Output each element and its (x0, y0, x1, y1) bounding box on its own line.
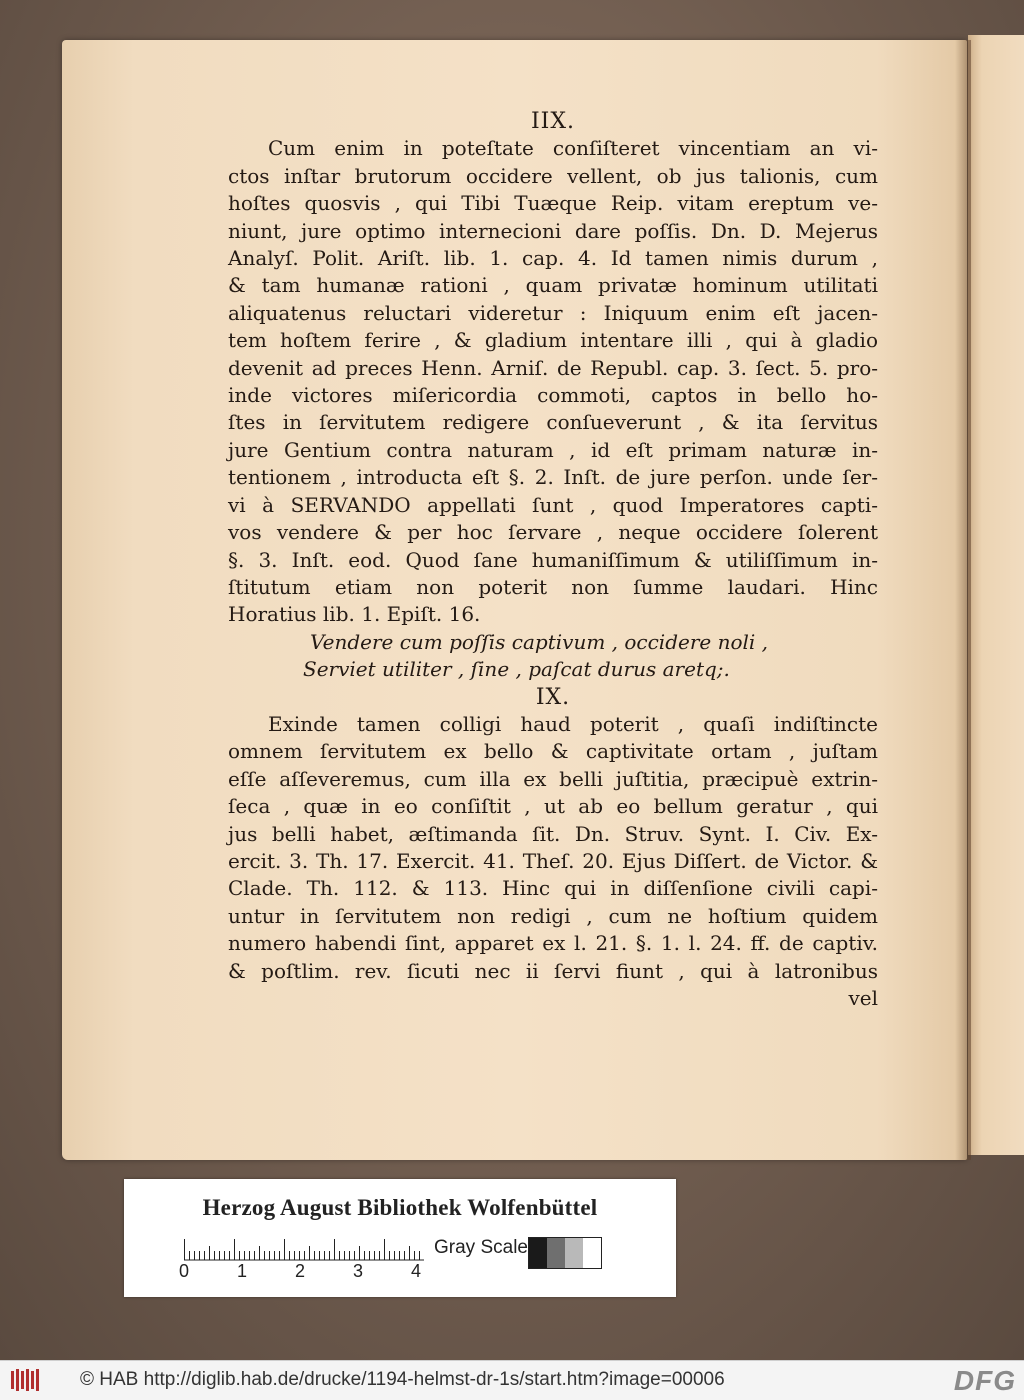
grayscale-swatch (528, 1237, 602, 1269)
text-line: vi à SERVANDO appellati ſunt , quod Imperatores capti- (228, 492, 878, 517)
text-line: jure Gentium contra naturam , id eſt primam naturæ in- (228, 437, 878, 462)
page-text (228, 108, 878, 1012)
text-line: eſſe aſſeveremus, cum illa ex belli juſtitia, præcipuè extrin- (228, 766, 878, 791)
text-line: vos vendere & per hoc ſervare , neque occidere ſolerent (228, 520, 878, 545)
text-line: Horatius lib. 1. Epiſt. 16. (228, 602, 481, 627)
ruler-labels (176, 1261, 436, 1287)
ruler-scale (184, 1239, 424, 1261)
ruler-label-4: 4 (410, 1261, 421, 1281)
library-name: Herzog August Bibliothek Wolfenbüttel (202, 1195, 598, 1220)
text-line: Analyſ. Polit. Ariſt. lib. 1. cap. 4. Id tamen nimis durum , (228, 246, 878, 271)
text-line: devenit ad preces Henn. Arniſ. de Republ. cap. 3. ſect. 5. pro- (228, 355, 878, 380)
ruler-label-1: 1 (236, 1261, 247, 1281)
text-line: IIX. (530, 109, 576, 134)
text-line: & poſtlim. rev. ſicuti nec ii ſervi fiunt , qui à latronibus (228, 958, 878, 983)
text-line: IX. (535, 684, 571, 710)
text-line: hoſtes quosvis , qui Tibi Tuæque Reip. vitam ereptum ve- (228, 191, 878, 216)
text-line: aliquatenus reluctari videretur : Iniquum enim eſt jacen- (228, 300, 878, 325)
text-line: untur in ſervitutem non redigi , cum ne hoſtium quidem (228, 903, 878, 928)
text-line: tem hoſtem ferire , & gladium intentare illi , qui à gladio (228, 328, 878, 353)
hab-logo-icon (10, 1368, 42, 1392)
text-line: inde victores miſericordia commoti, captos in bello ho- (228, 383, 878, 408)
ruler-label-3: 3 (352, 1261, 363, 1281)
color-calibration-bar (124, 1179, 676, 1297)
copyright-url[interactable]: © HAB http://diglib.hab.de/drucke/1194-helmst-dr-1s/start.htm?image=00006 (80, 1369, 725, 1390)
text-line: ſeca , quæ in eo conſiſtit , ut ab eo bellum geratur , qui (228, 794, 878, 819)
ruler-label-0: 0 (178, 1261, 189, 1281)
text-line: ſtitutum etiam non poterit non ſumme laudari. Hinc (228, 574, 878, 599)
text-line: Clade. Th. 112. & 113. Hinc qui in diſſenſione civili capi- (228, 876, 878, 901)
text-line: numero habendi ſint, apparet ex l. 21. §. 1. l. 24. ff. de captiv. (228, 931, 878, 956)
text-line: Serviet utiliter , ſine , paſcat durus aretq;. (303, 657, 730, 682)
text-line: & tam humanæ rationi , quam privatæ hominum utilitati (228, 273, 878, 298)
grayscale-label: Gray Scale (434, 1237, 528, 1258)
text-line: ctos inſtar brutorum occidere vellent, ob jus talionis, cum (228, 163, 878, 188)
text-line: niunt, jure optimo internecioni dare poſſis. Dn. D. Mejerus (228, 218, 878, 243)
text-line: tentionem , introducta eſt §. 2. Inſt. de jure perſon. unde ſer- (228, 465, 878, 490)
gray-swatch-3 (583, 1238, 601, 1268)
footer-bar (0, 1360, 1024, 1400)
text-line: ſtes in ſervitutem redigere conſueverunt , & ita ſervitus (228, 410, 878, 435)
ruler-label-2: 2 (294, 1261, 305, 1281)
gray-swatch-0 (529, 1238, 547, 1268)
page-gutter (955, 40, 971, 1160)
text-line: ercit. 3. Th. 17. Exercit. 41. Theſ. 20. Ejus Diſſert. de Victor. & (228, 848, 878, 873)
text-line: Cum enim in poteſtate conſiſteret vincentiam an vi- (268, 136, 878, 161)
dfg-logo: DFG (953, 1365, 1016, 1396)
text-line: Vendere cum poſſis captivum , occidere noli , (310, 629, 769, 654)
text-line: jus belli habet, æſtimanda ſit. Dn. Struv. Synt. I. Civ. Ex- (228, 821, 878, 846)
gray-swatch-2 (565, 1238, 583, 1268)
facing-page-edge (968, 35, 1024, 1155)
gray-swatch-1 (547, 1238, 565, 1268)
text-line: §. 3. Inſt. eod. Quod ſane humaniſſimum & utiliſſimum in- (228, 547, 878, 572)
text-line: Exinde tamen colligi haud poterit , quaſi indiſtincte (268, 711, 878, 736)
text-line: vel (848, 986, 878, 1010)
text-line: omnem ſervitutem ex bello & captivitate ortam , juſtam (228, 739, 878, 764)
